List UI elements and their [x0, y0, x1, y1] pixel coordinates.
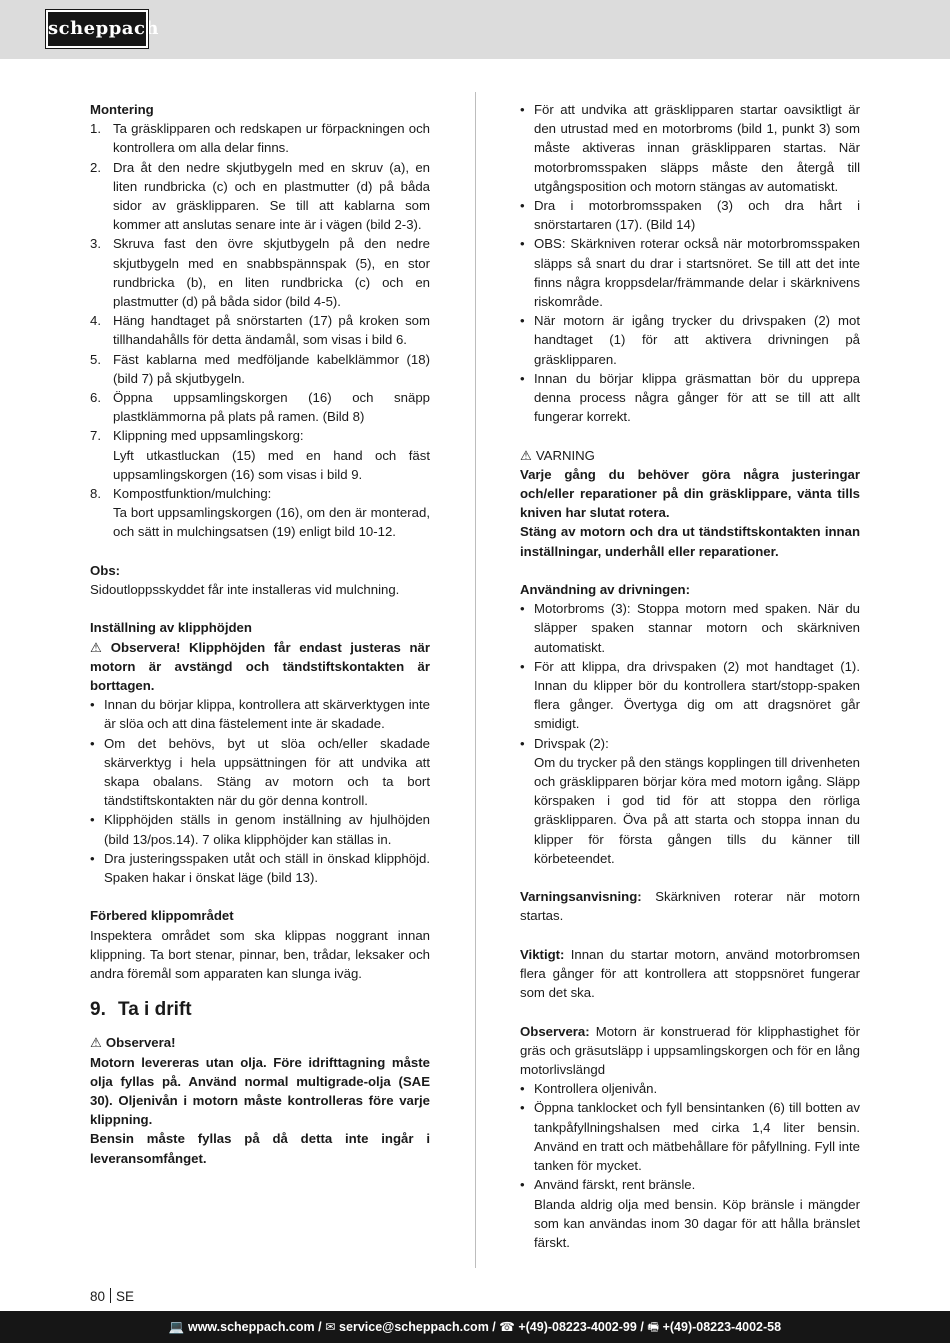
website-link[interactable]: www.scheppach.com — [187, 1320, 315, 1334]
footer-bar: 💻 www.scheppach.com / ✉ service@scheppach.com / ☎ +(49)-08223-4002-99 / 🖷 +(49)-08223-4002-58 — [0, 1311, 950, 1343]
drift-warning-text-2: Bensin måste fyllas på då detta inte ingår i leveransomfånget. — [90, 1131, 430, 1166]
brand-logo: scheppach — [46, 10, 148, 48]
list-item: • Dra justeringsspaken utåt och ställ in önskad klipphöjd. Spaken hakar i önskat läge (bild 13). — [90, 849, 430, 887]
varningsanvisning-paragraph: Varningsanvisning: Skärkniven roterar när motorn startas. — [520, 889, 860, 924]
list-item: • OBS: Skärkniven roterar också när motorbromsspaken släpps så snart du drar i startsnöret. Se till att det inte finns några kroppsdelar/främmande delar i skärknivens riskområde. — [520, 234, 860, 311]
header-bar — [0, 0, 950, 59]
list-item: • Innan du börjar klippa, kontrollera att skärverktygen inte är slöa och att dina fästelement inte är skadade. — [90, 695, 430, 733]
montering-list — [90, 119, 430, 541]
list-item: • Öppna tanklocket och fyll bensintanken (6) till botten av tankpåfyllningshalsen med cirka 1,4 liter bensin. Använd en tratt och mätbehållare för påfyllning. Fyll inte tanken för mycket. — [520, 1098, 860, 1175]
drive-heading: Användning av drivningen: — [520, 582, 690, 598]
list-item: • För att klippa, dra drivspaken (2) mot handtaget (1). Innan du klipper bör du kontrollera start/stopp-spaken flera gånger. Övertyga dig om att dragsnöret går smidigt. — [520, 657, 860, 734]
left-column — [90, 100, 430, 1168]
install-heading: Inställning av klipphöjden — [90, 620, 252, 636]
list-item: • Drivspak (2): Om du trycker på den stängs kopplingen till drivenheten och gräsklipparen börjar köra med motorn igång. Släpp körspaken i god tid för att stoppa den rörliga gräsklipparen. Öva på att starta och stoppa innan du klipper för första gången tills du känner till körbeteendet. — [520, 734, 860, 868]
prepare-text: Inspektera området som ska klippas noggrant innan klippning. Ta bort stenar, pinnar, ben, trådar, leksaker och andra föremål som apparaten kan slunga iväg. — [90, 927, 430, 982]
drift-warning-title: ⚠ Observera! — [90, 1033, 430, 1052]
list-item: • Använd färskt, rent bränsle. Blanda aldrig olja med bensin. Köp bränsle i mängder som kan användas inom 30 dagar för att hålla bränslet färskt. — [520, 1175, 860, 1252]
install-bullets — [90, 695, 430, 887]
computer-icon: 💻 — [168, 1320, 185, 1334]
list-item: 1. Ta gräsklipparen och redskapen ur förpackningen och kontrollera om alla delar finns. — [90, 121, 430, 156]
section-heading: 9. Ta i drift — [90, 999, 192, 1021]
list-item: • Om det behövs, byt ut slöa och/eller skadade skärverktyg i hela uppsättningen för att undvika att skapa obalans. Stäng av motorn och ta bort tändstiftskontakten när du gör denna kontroll. — [90, 734, 430, 811]
start-bullets — [520, 100, 860, 426]
install-warning: ⚠ Observera! Klipphöjden får endast justeras när motorn är avstängd och tändstiftskontakten är borttagen. — [90, 638, 430, 696]
viktigt-paragraph: Viktigt: Innan du startar motorn, använd motorbromsen flera gånger för att kontrollera att stoppsnöret fungerar som det ska. — [520, 946, 860, 1001]
list-item: • För att undvika att gräsklipparen startar oavsiktligt är den utrustad med en motorbroms (bild 1, punkt 3) som måste aktiveras innan gräsklipparen startas. När motorbromsspaken släpps måste den återgå till utgångsposition och motorn stängas av automatiskt. — [520, 100, 860, 196]
varning-heading: ⚠ VARNING — [520, 446, 860, 465]
drift-warning-text: Motorn levereras utan olja. Före idrifttagning måste olja fyllas på. Använd normal multigrade-olja (SAE 30). Oljenivån i motorn måste kontrolleras före varje klippning. — [90, 1054, 430, 1128]
list-item: 5. Fäst kablarna med medföljande kabelklämmor (18) (bild 7) på skjutbygeln. — [90, 351, 430, 386]
obs-heading: Obs: — [90, 562, 121, 578]
list-item: 6. Öppna uppsamlingskorgen (16) och snäpp plastklämmorna på plats på ramen. (Bild 8) — [90, 390, 430, 425]
obs-text: Sidoutloppsskyddet får inte installeras vid mulchning. — [90, 582, 400, 598]
list-item: • Kontrollera oljenivån. — [520, 1079, 860, 1098]
observera-bullets — [520, 1079, 860, 1252]
list-item: 2. Dra åt den nedre skjutbygeln med en skruv (a), en liten rundbricka (c) och en plastmutter (d) på båda sidor av gräsklipparen. Se till att kablarna som kommer att anslutas senare inte är i vägen (bild 2-3). — [90, 159, 430, 233]
varning-text: Varje gång du behöver göra några justeringar och/eller reparationer på din gräsklippare, vänta tills kniven har slutat rotera. — [520, 466, 860, 521]
column-divider — [475, 92, 476, 1268]
observera-paragraph: Observera: Motorn är konstruerad för klipphastighet för gräs och gräsutsläpp i uppsamlingskorgen och för en lång motorlivslängd — [520, 1023, 860, 1078]
list-item: 3. Skruva fast den övre skjutbygeln på den nedre skjutbygeln med en snabbspännspak (5), en stor rundbricka (b), en liten rundbricka (c) och en plastmutter (d) på båda sidor (bild 4-5). — [90, 236, 430, 310]
montering-heading: Montering — [90, 102, 154, 117]
list-item: • Klipphöjden ställs in genom inställning av hjulhöjden (bild 13/pos.14). 7 olika klipphöjder kan ställas in. — [90, 810, 430, 848]
list-item: • Dra i motorbromsspaken (3) och dra hårt i snörstartaren (17). (Bild 14) — [520, 196, 860, 234]
list-item: 7. Klippning med uppsamlingskorg: Lyft utkastluckan (15) med en hand och fäst uppsamlingskorgen (16) som visas i bild 9. — [90, 428, 430, 482]
page-number: 80 SE — [90, 1289, 135, 1304]
email-link[interactable]: service@scheppach.com — [339, 1320, 489, 1334]
list-item: • När motorn är igång trycker du drivspaken (2) mot handtaget (1) för att aktivera drivningen på gräsklipparen. — [520, 311, 860, 369]
drive-bullets — [520, 599, 860, 868]
prepare-heading: Förbered klippområdet — [90, 908, 234, 924]
phone-number: +(49)-08223-4002-99 — [518, 1320, 637, 1334]
list-item: • Innan du börjar klippa gräsmattan bör du upprepa denna process några gånger för att se till att allt fungerar korrekt. — [520, 369, 860, 427]
list-item: 8. Kompostfunktion/mulching: Ta bort uppsamlingskorgen (16), om den är monterad, och sätt in mulchingsatsen (19) enligt bild 10-12. — [90, 486, 430, 540]
fax-icon: 🖷 — [647, 1320, 660, 1334]
page-separator — [110, 1288, 111, 1303]
varning-text-2: Stäng av motorn och dra ut tändstiftskontakten innan inställningar, underhåll eller reparationer. — [520, 524, 860, 559]
list-item: • Motorbroms (3): Stoppa motorn med spaken. När du släpper spaken stannar motorn och skärkniven automatiskt. — [520, 599, 860, 657]
list-item: 4. Häng handtaget på snörstarten (17) på kroken som tillhandahålls för detta ändamål, som visas i bild 6. — [90, 313, 430, 348]
phone-icon: ☎ — [499, 1320, 515, 1334]
fax-number: +(49)-08223-4002-58 — [662, 1320, 782, 1334]
right-column — [520, 100, 860, 1252]
email-icon: ✉ — [325, 1320, 336, 1334]
